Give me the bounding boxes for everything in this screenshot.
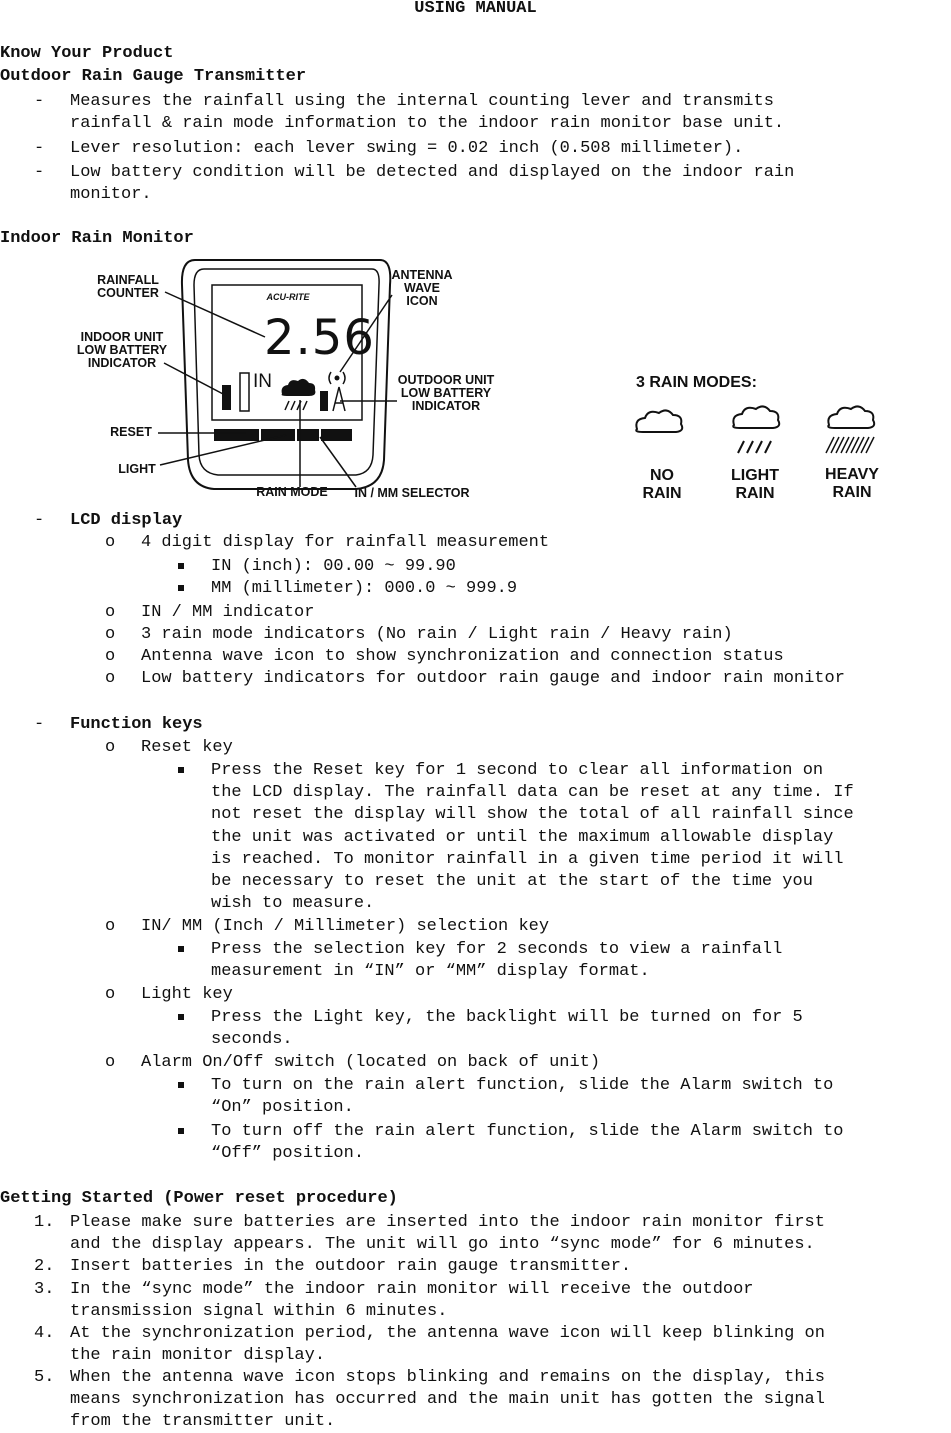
getting-started-heading: Getting Started (Power reset procedure)	[0, 1189, 398, 1208]
function-keys-heading: Function keys	[70, 715, 203, 734]
light-rain-cloud-icon	[733, 406, 779, 453]
outdoor-heading: Outdoor Rain Gauge Transmitter	[0, 67, 307, 86]
dash: -	[34, 715, 45, 734]
indoor-heading: Indoor Rain Monitor	[0, 229, 194, 248]
label-antenna-wave-icon: ANTENNA WAVE ICON	[391, 268, 453, 308]
reset-key-label: Reset key	[141, 738, 233, 757]
light-text-2: seconds.	[211, 1030, 293, 1049]
page-title: USING MANUAL	[414, 0, 537, 18]
lcd-other-4: Low battery indicators for outdoor rain gauge and indoor rain monitor	[141, 669, 845, 688]
lcd-value: 2.56	[264, 310, 375, 366]
no-rain-cloud-icon	[636, 410, 682, 432]
label-reset: RESET	[110, 425, 152, 439]
lcd-other-1: IN / MM indicator	[141, 603, 315, 622]
mode-no-rain: NO RAIN	[642, 467, 682, 502]
dash: -	[34, 163, 45, 182]
reset-text-5: is reached. To monitor rainfall in a given time period it will	[211, 850, 844, 869]
reset-text-1: Press the Reset key for 1 second to clear all information on	[211, 761, 824, 780]
brand-logo: ACU-RITE	[266, 292, 310, 302]
o-bullet: o	[105, 533, 116, 552]
inmm-text-2: measurement in “IN” or “MM” display format.	[211, 962, 650, 981]
reset-text-2: the LCD display. The rainfall data can be reset at any time. If	[211, 783, 854, 802]
mode-heavy-rain: HEAVY RAIN	[825, 466, 879, 501]
square-bullet	[178, 1014, 184, 1020]
alarm-off-text-2: “Off” position.	[211, 1144, 365, 1163]
step-number: 1.	[34, 1213, 55, 1232]
reset-text-3: not reset the display will show the total of all rainfall since	[211, 805, 854, 824]
o-bullet: o	[105, 985, 116, 1004]
lcd-other-2: 3 rain mode indicators (No rain / Light rain / Heavy rain)	[141, 625, 733, 644]
outdoor-item-1-line2: rainfall & rain mode information to the indoor rain monitor base unit.	[70, 114, 785, 133]
outdoor-item-3-line2: monitor.	[70, 185, 152, 204]
section-heading-know: Know Your Product	[0, 44, 174, 63]
lcd-heading: LCD display	[70, 511, 183, 530]
square-bullet	[178, 563, 184, 569]
inmm-text-1: Press the selection key for 2 seconds to view a rainfall	[211, 940, 783, 959]
light-key-label: Light key	[141, 985, 233, 1004]
o-bullet: o	[105, 738, 116, 757]
square-bullet	[178, 1082, 184, 1088]
label-rainfall-counter: RAINFALL COUNTER	[97, 273, 159, 300]
dash: -	[34, 139, 45, 158]
step-number: 5.	[34, 1368, 55, 1387]
rain-modes-title: 3 RAIN MODES:	[636, 374, 757, 391]
inmm-key-label: IN/ MM (Inch / Millimeter) selection key	[141, 917, 550, 936]
mode-light-rain: LIGHT RAIN	[731, 467, 779, 502]
lcd-other-3: Antenna wave icon to show synchronization and connection status	[141, 647, 784, 666]
o-bullet: o	[105, 917, 116, 936]
step-number: 2.	[34, 1257, 55, 1276]
outdoor-item-2: Lever resolution: each lever swing = 0.02 inch (0.508 millimeter).	[70, 139, 744, 158]
step-3-line1: In the “sync mode” the indoor rain monitor will receive the outdoor	[70, 1280, 754, 1299]
lcd-sub1: 4 digit display for rainfall measurement	[141, 533, 550, 552]
outdoor-item-3-line1: Low battery condition will be detected and displayed on the indoor rain	[70, 163, 795, 182]
heavy-rain-cloud-icon	[826, 406, 874, 453]
square-bullet	[178, 585, 184, 591]
alarm-switch-label: Alarm On/Off switch (located on back of unit)	[141, 1053, 601, 1072]
square-bullet	[178, 767, 184, 773]
square-bullet	[178, 1128, 184, 1134]
step-5-line3: from the transmitter unit.	[70, 1412, 336, 1431]
o-bullet: o	[105, 625, 116, 644]
lcd-bullet-mm: MM (millimeter): 000.0 ~ 999.9	[211, 579, 518, 598]
reset-text-6: be necessary to reset the unit at the start of the time you	[211, 872, 813, 891]
lcd-unit: IN	[253, 371, 272, 392]
alarm-on-text-2: “On” position.	[211, 1098, 354, 1117]
reset-text-7: wish to measure.	[211, 894, 375, 913]
dash: -	[34, 92, 45, 111]
step-1-line2: and the display appears. The unit will go into “sync mode” for 6 minutes.	[70, 1235, 815, 1254]
label-indoor-low-battery: INDOOR UNIT LOW BATTERY INDICATOR	[76, 330, 168, 370]
o-bullet: o	[105, 603, 116, 622]
label-light: LIGHT	[118, 462, 156, 476]
label-in-mm-selector: IN / MM SELECTOR	[354, 486, 470, 500]
reset-text-4: the unit was activated or until the maximum allowable display	[211, 828, 834, 847]
step-5-line1: When the antenna wave icon stops blinking and remains on the display, this	[70, 1368, 825, 1387]
light-text-1: Press the Light key, the backlight will be turned on for 5	[211, 1008, 803, 1027]
outdoor-item-1-line1: Measures the rainfall using the internal counting lever and transmits	[70, 92, 774, 111]
step-4-line1: At the synchronization period, the antenna wave icon will keep blinking on	[70, 1324, 825, 1343]
step-3-line2: transmission signal within 6 minutes.	[70, 1302, 448, 1321]
step-number: 4.	[34, 1324, 55, 1343]
label-rain-mode: RAIN MODE	[256, 485, 328, 499]
o-bullet: o	[105, 669, 116, 688]
alarm-on-text-1: To turn on the rain alert function, slide the Alarm switch to	[211, 1076, 834, 1095]
step-2-line1: Insert batteries in the outdoor rain gauge transmitter.	[70, 1257, 632, 1276]
lcd-bullet-in: IN (inch): 00.00 ~ 99.90	[211, 557, 456, 576]
dash: -	[34, 511, 45, 530]
step-1-line1: Please make sure batteries are inserted into the indoor rain monitor first	[70, 1213, 825, 1232]
o-bullet: o	[105, 647, 116, 666]
square-bullet	[178, 946, 184, 952]
step-number: 3.	[34, 1280, 55, 1299]
label-outdoor-low-battery: OUTDOOR UNIT LOW BATTERY INDICATOR	[397, 373, 495, 413]
o-bullet: o	[105, 1053, 116, 1072]
step-5-line2: means synchronization has occurred and the main unit has gotten the signal	[70, 1390, 825, 1409]
alarm-off-text-1: To turn off the rain alert function, slide the Alarm switch to	[211, 1122, 844, 1141]
step-4-line2: the rain monitor display.	[70, 1346, 326, 1365]
